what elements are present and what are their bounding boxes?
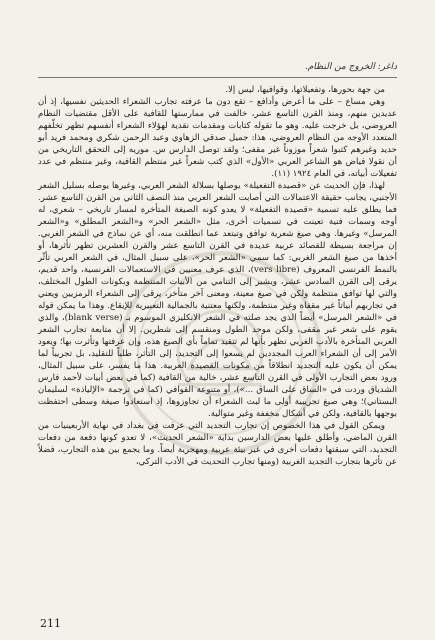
page-number: 211 xyxy=(40,617,61,630)
paragraph: ويمكن القول في هذا الخصوص إن تجارب التجديد التي عرفت في بغداد في نهاية الأربعينيات من القرن الماضي، وأطلق عليها بعض الدارسين بداية «الشعر الحديث»، لا تعدو كونها دفعة من دفعات التجديد، التي سبقتها دفعات أخرى في غير بيئة عربية ومهجرية أيضاً. وما يجمع بين هذه التجارب، فضلاً عن تأثرها بتجارب التجديد الغربية (ومنها تجارب التحديث في الأدب التركي، xyxy=(38,421,397,467)
header-rule xyxy=(38,77,397,78)
paragraph: لهذا، فإن الحديث عن «قصيدة التفعيلة» يوصلها بسلالة الشعر العربي، وغيرها يوصله بسليل الشعر الأجنبي، يجانب حقيقة الاعتمالات التي أصابت الشعر العربي منذ النصف الثاني من القرن التاسع عشر. فما يطلق عليه تسمية «قصيدة التفعيلة» لا يعدو كونه الصيغة المتأخرة لمسار تاريخي – شعري، له أوجه وسمات فنية تعينت في تسميات أخرى، مثل «الشعر الحر» و«الشعر المطلق» و«الشعر المرسل» وغيرها. وهي صيغ شعرية توافق وتبتعد عما انطلقت منه، أي عن نماذج في الشعر الغربي. إن مراجعة بسيطة للقصائد عربية عديدة في القرن التاسع عشر والقرن العشرين تظهر تأثرها، أو أخذها من صيغ الشعر الغربي: كما سمي «الشعر الحر»، على سبيل المثال، في الشعر العربي تأثّر بالنمط الفرنسي المعروف (vers libre)، الذي عرف معنيين في الاستعمالات الفرنسية، واحد قديم، يرقى إلى القرن السادس عشر، ويشير إلى التنامي من الأبيات المنتظمة وبكونات الطول المختلف، والتي لها توافق منتظمة ولكن في صيغ معينة، ومعنى آخر متأخر، يرقى إلى الشعراء الرمزيين ويعني في تجاربهم أبياتاً غير مقفاة وغير منتظمة، ولكنها معتنية بالجمالية التعبيرية للإيقاع. وهذا ما يمكن قوله في «الشعر المرسل» أيضاً الذي يجد صلته في الشعر الانكليزي الموسوم بـ (blank verse)، والذي يقوم على شعر غير مقفى، ولكن موحد الطول ومنقسم إلى شطرين. إلا أن متابعة تجارب الشعر العربي المتأخرة بالأدب الغربي تظهر بأنها لم تتقيد تماماً بأي الصيغ هذه، وإن عرفتها وتأثرت بها؛ ويعود الأمر إلى أن الشعراء العرب المجددين لم يسعوا إلى التجديد، إلى التأثر، طلباً للتقليد، بل تجريباً لما يمكن أن يكون عليه التجديد انطلاقاً من مكونات القصيدة العربية. هذا ما يفسر، على سبيل المثال، ورود بعض التجارب الأولى في القرن التاسع عشر، خالية من القافية (كما في بعض أبيات لأحمد فارس الشدياق وردت في «الساق على الساق ...»)، أو متنوعة القوافي (كما في ترجمة «الإلياذة» لسليمان البستاني)؛ وهي صيغ تجريبية أولى ما لبث الشعراء أن تجاوزوها، إذ استعادوا صيغة وسطى احتفظت بوجهها بالقافية، ولكن في أشكال مخففة وغير متوالية. xyxy=(38,181,397,419)
paragraph: وهي مساع – على ما أعرض وأدافع – تقع دون ما عرفته تجارب الشعراء الحديثين نفسيها، إذ أن عديدين منهم، ومنذ القرن التاسع عشر، خالفت في ممارستها للقافية على الأقل مقتضيات النظام العروضي، بل خرجت عليه. وهو ما تقوله كتابات ومقدمات نقدية لهؤلاء الشعراء أنفسهم تظهر تخلّفهم المتعدد الأوجه من النظام العروضي، هذا: جميل صدقي الزهاوي وعبد الرحمن شكري ومحمد فريد أبو حديد وغيرهم كتبوا شعراً موزوناً غير مقفى؛ ولقد توصل الدارس س. موريه إلى التحقق التاريخي من أن نقولا فياض هو الشاعر العربي «الأول» الذي كتب شعراً غير منتظم القافية، وغير منتظم في عدد تفعيلات أبياته، في العام ١٩٢٤ (١١). xyxy=(38,97,397,179)
running-head: داغر: الخروج من النظام. xyxy=(304,62,397,72)
body-text xyxy=(38,84,397,468)
paragraph: من جهة بحورها، وتفعيلاتها، وقوافيها، ليس إلا. xyxy=(225,85,385,95)
